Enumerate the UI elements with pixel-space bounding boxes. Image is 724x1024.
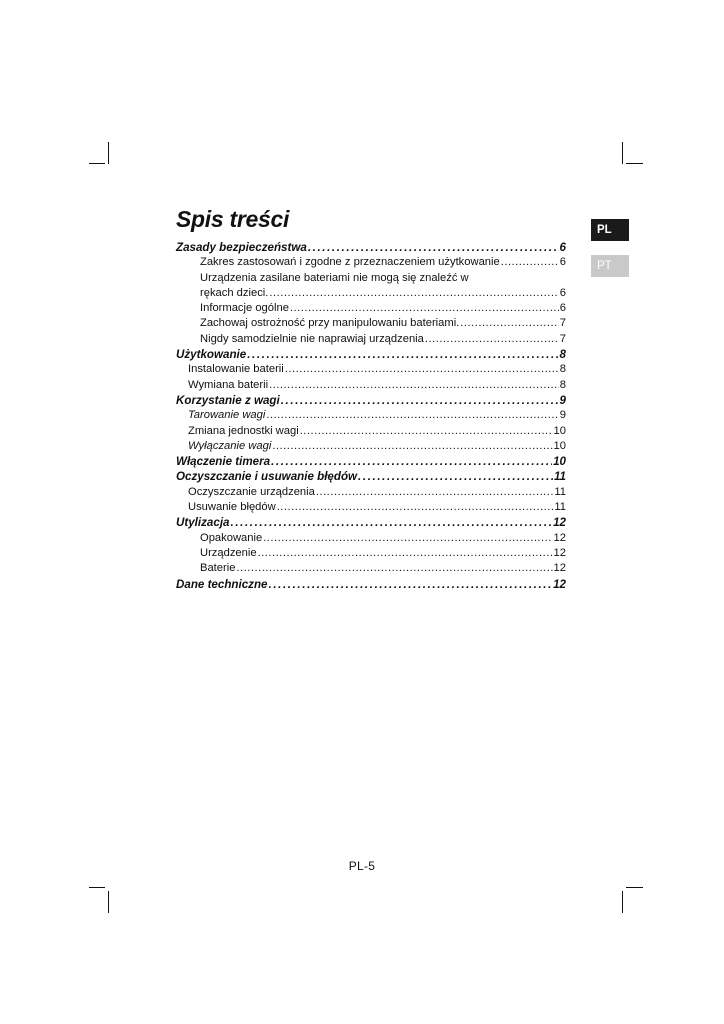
toc-section-entry[interactable] <box>176 347 566 362</box>
toc-entry-label: Zachowaj ostrożność przy manipulowaniu bateriami. <box>200 317 460 330</box>
toc-leader-dots <box>425 332 559 347</box>
toc-entry-label: Użytkowanie <box>176 348 247 362</box>
toc-leader-dots <box>358 469 553 484</box>
toc-entry-label: Wyłączanie wagi <box>188 439 272 452</box>
toc-entry-label: Oczyszczanie urządzenia <box>188 485 315 498</box>
toc-entry-label: Utylizacja <box>176 516 230 530</box>
toc-entry-label: Usuwanie błędów <box>188 501 276 514</box>
toc-entry-label: Dane techniczne <box>176 577 268 591</box>
toc-section-entry[interactable] <box>176 240 566 255</box>
toc-leader-dots <box>236 561 552 576</box>
toc-leader-dots <box>266 408 558 423</box>
toc-subsection-entry[interactable] <box>176 316 566 331</box>
toc-entry-label: Informacje ogólne <box>200 302 289 315</box>
toc-leader-dots <box>501 255 559 270</box>
table-of-contents <box>176 240 566 592</box>
toc-leader-dots <box>308 240 559 255</box>
toc-entry-label: Wymiana baterii <box>188 378 269 391</box>
toc-entry-label: Baterie <box>200 562 236 575</box>
toc-entry-page: 6 <box>559 241 566 254</box>
toc-leader-dots <box>247 347 558 362</box>
toc-entry-label: Urządzenia zasilane bateriami nie mogą się znaleźć w <box>200 271 469 284</box>
toc-section-entry[interactable] <box>176 515 566 530</box>
toc-entry-page: 10 <box>553 439 566 452</box>
toc-entry-page: 11 <box>554 485 566 498</box>
toc-subsection-entry[interactable] <box>176 286 566 301</box>
crop-mark-top-left-horizontal <box>89 163 105 164</box>
toc-entry-page: 12 <box>553 577 566 591</box>
language-tab-pl[interactable]: PL <box>591 219 629 241</box>
toc-entry-label: Zakres zastosowań i zgodne z przeznaczeniem użytkowanie <box>200 256 500 269</box>
toc-entry-label: Zmiana jednostki wagi <box>188 424 299 437</box>
toc-leader-dots <box>231 515 553 530</box>
toc-entry-page: 8 <box>559 348 566 362</box>
toc-entry-page: 9 <box>559 393 566 407</box>
toc-entry-label: Nigdy samodzielnie nie naprawiaj urządzenia <box>200 332 424 345</box>
toc-entry-label: Instalowanie baterii <box>188 363 284 376</box>
toc-entry-page: 11 <box>553 470 566 484</box>
toc-subsection-entry[interactable] <box>176 271 566 286</box>
toc-entry-page: 6 <box>559 256 566 269</box>
toc-leader-dots <box>285 362 559 377</box>
toc-subsection-entry[interactable] <box>176 485 566 500</box>
toc-entry-page: 6 <box>559 286 566 299</box>
toc-leader-dots <box>316 485 554 500</box>
crop-mark-top-left-vertical <box>108 142 109 164</box>
toc-subsection-entry[interactable] <box>176 408 566 423</box>
toc-leader-dots <box>269 286 558 301</box>
toc-subsection-entry[interactable] <box>176 531 566 546</box>
toc-section-entry[interactable] <box>176 469 566 484</box>
toc-entry-label: Zasady bezpieczeństwa <box>176 241 307 254</box>
toc-leader-dots <box>272 439 552 454</box>
crop-mark-top-right-horizontal <box>626 163 643 164</box>
toc-subsection-entry[interactable] <box>176 301 566 316</box>
toc-entry-page: 6 <box>559 302 566 315</box>
toc-leader-dots <box>263 531 552 546</box>
toc-entry-page: 9 <box>559 409 566 422</box>
toc-section-entry[interactable] <box>176 393 566 408</box>
language-tab-pt[interactable]: PT <box>591 255 629 277</box>
toc-leader-dots <box>281 393 559 408</box>
toc-leader-dots <box>271 454 552 469</box>
toc-leader-dots <box>300 424 553 439</box>
toc-entry-label: rękach dzieci. <box>200 286 269 299</box>
crop-mark-bottom-left-horizontal <box>89 887 105 888</box>
toc-leader-dots <box>460 316 558 331</box>
toc-entry-page: 8 <box>559 378 566 391</box>
toc-entry-page: 10 <box>553 455 566 469</box>
toc-subsection-entry[interactable] <box>176 255 566 270</box>
toc-entry-page: 7 <box>559 317 566 330</box>
toc-subsection-entry[interactable] <box>176 561 566 576</box>
toc-entry-label: Urządzenie <box>200 546 257 559</box>
toc-subsection-entry[interactable] <box>176 362 566 377</box>
page-title: Spis treści <box>176 206 290 232</box>
toc-subsection-entry[interactable] <box>176 439 566 454</box>
toc-leader-dots <box>269 378 559 393</box>
crop-mark-bottom-left-vertical <box>108 891 109 913</box>
toc-leader-dots <box>269 577 553 592</box>
crop-mark-top-right-vertical <box>622 142 623 164</box>
toc-entry-page: 8 <box>559 363 566 376</box>
toc-entry-page: 12 <box>553 562 566 575</box>
toc-entry-label: Oczyszczanie i usuwanie błędów <box>176 470 358 484</box>
page-number: PL-5 <box>348 859 376 873</box>
toc-subsection-entry[interactable] <box>176 378 566 393</box>
toc-section-entry[interactable] <box>176 454 566 469</box>
toc-entry-label: Opakowanie <box>200 531 263 544</box>
toc-entry-label: Tarowanie wagi <box>188 409 266 422</box>
toc-entry-page: 12 <box>553 516 566 530</box>
toc-entry-page: 12 <box>553 546 566 559</box>
toc-leader-dots <box>290 301 559 316</box>
toc-leader-dots <box>277 500 554 515</box>
toc-entry-label: Włączenie timera <box>176 455 271 469</box>
toc-subsection-entry[interactable] <box>176 546 566 561</box>
toc-section-entry[interactable] <box>176 577 566 592</box>
toc-entry-page: 12 <box>553 531 566 544</box>
toc-entry-page: 7 <box>559 332 566 345</box>
toc-subsection-entry[interactable] <box>176 332 566 347</box>
crop-mark-bottom-right-vertical <box>622 891 623 913</box>
toc-entry-label: Korzystanie z wagi <box>176 393 280 407</box>
toc-entry-page: 11 <box>554 501 566 514</box>
crop-mark-bottom-right-horizontal <box>626 887 643 888</box>
toc-leader-dots <box>258 546 553 561</box>
toc-entry-page: 10 <box>553 424 566 437</box>
toc-subsection-entry[interactable] <box>176 500 566 515</box>
toc-subsection-entry[interactable] <box>176 424 566 439</box>
